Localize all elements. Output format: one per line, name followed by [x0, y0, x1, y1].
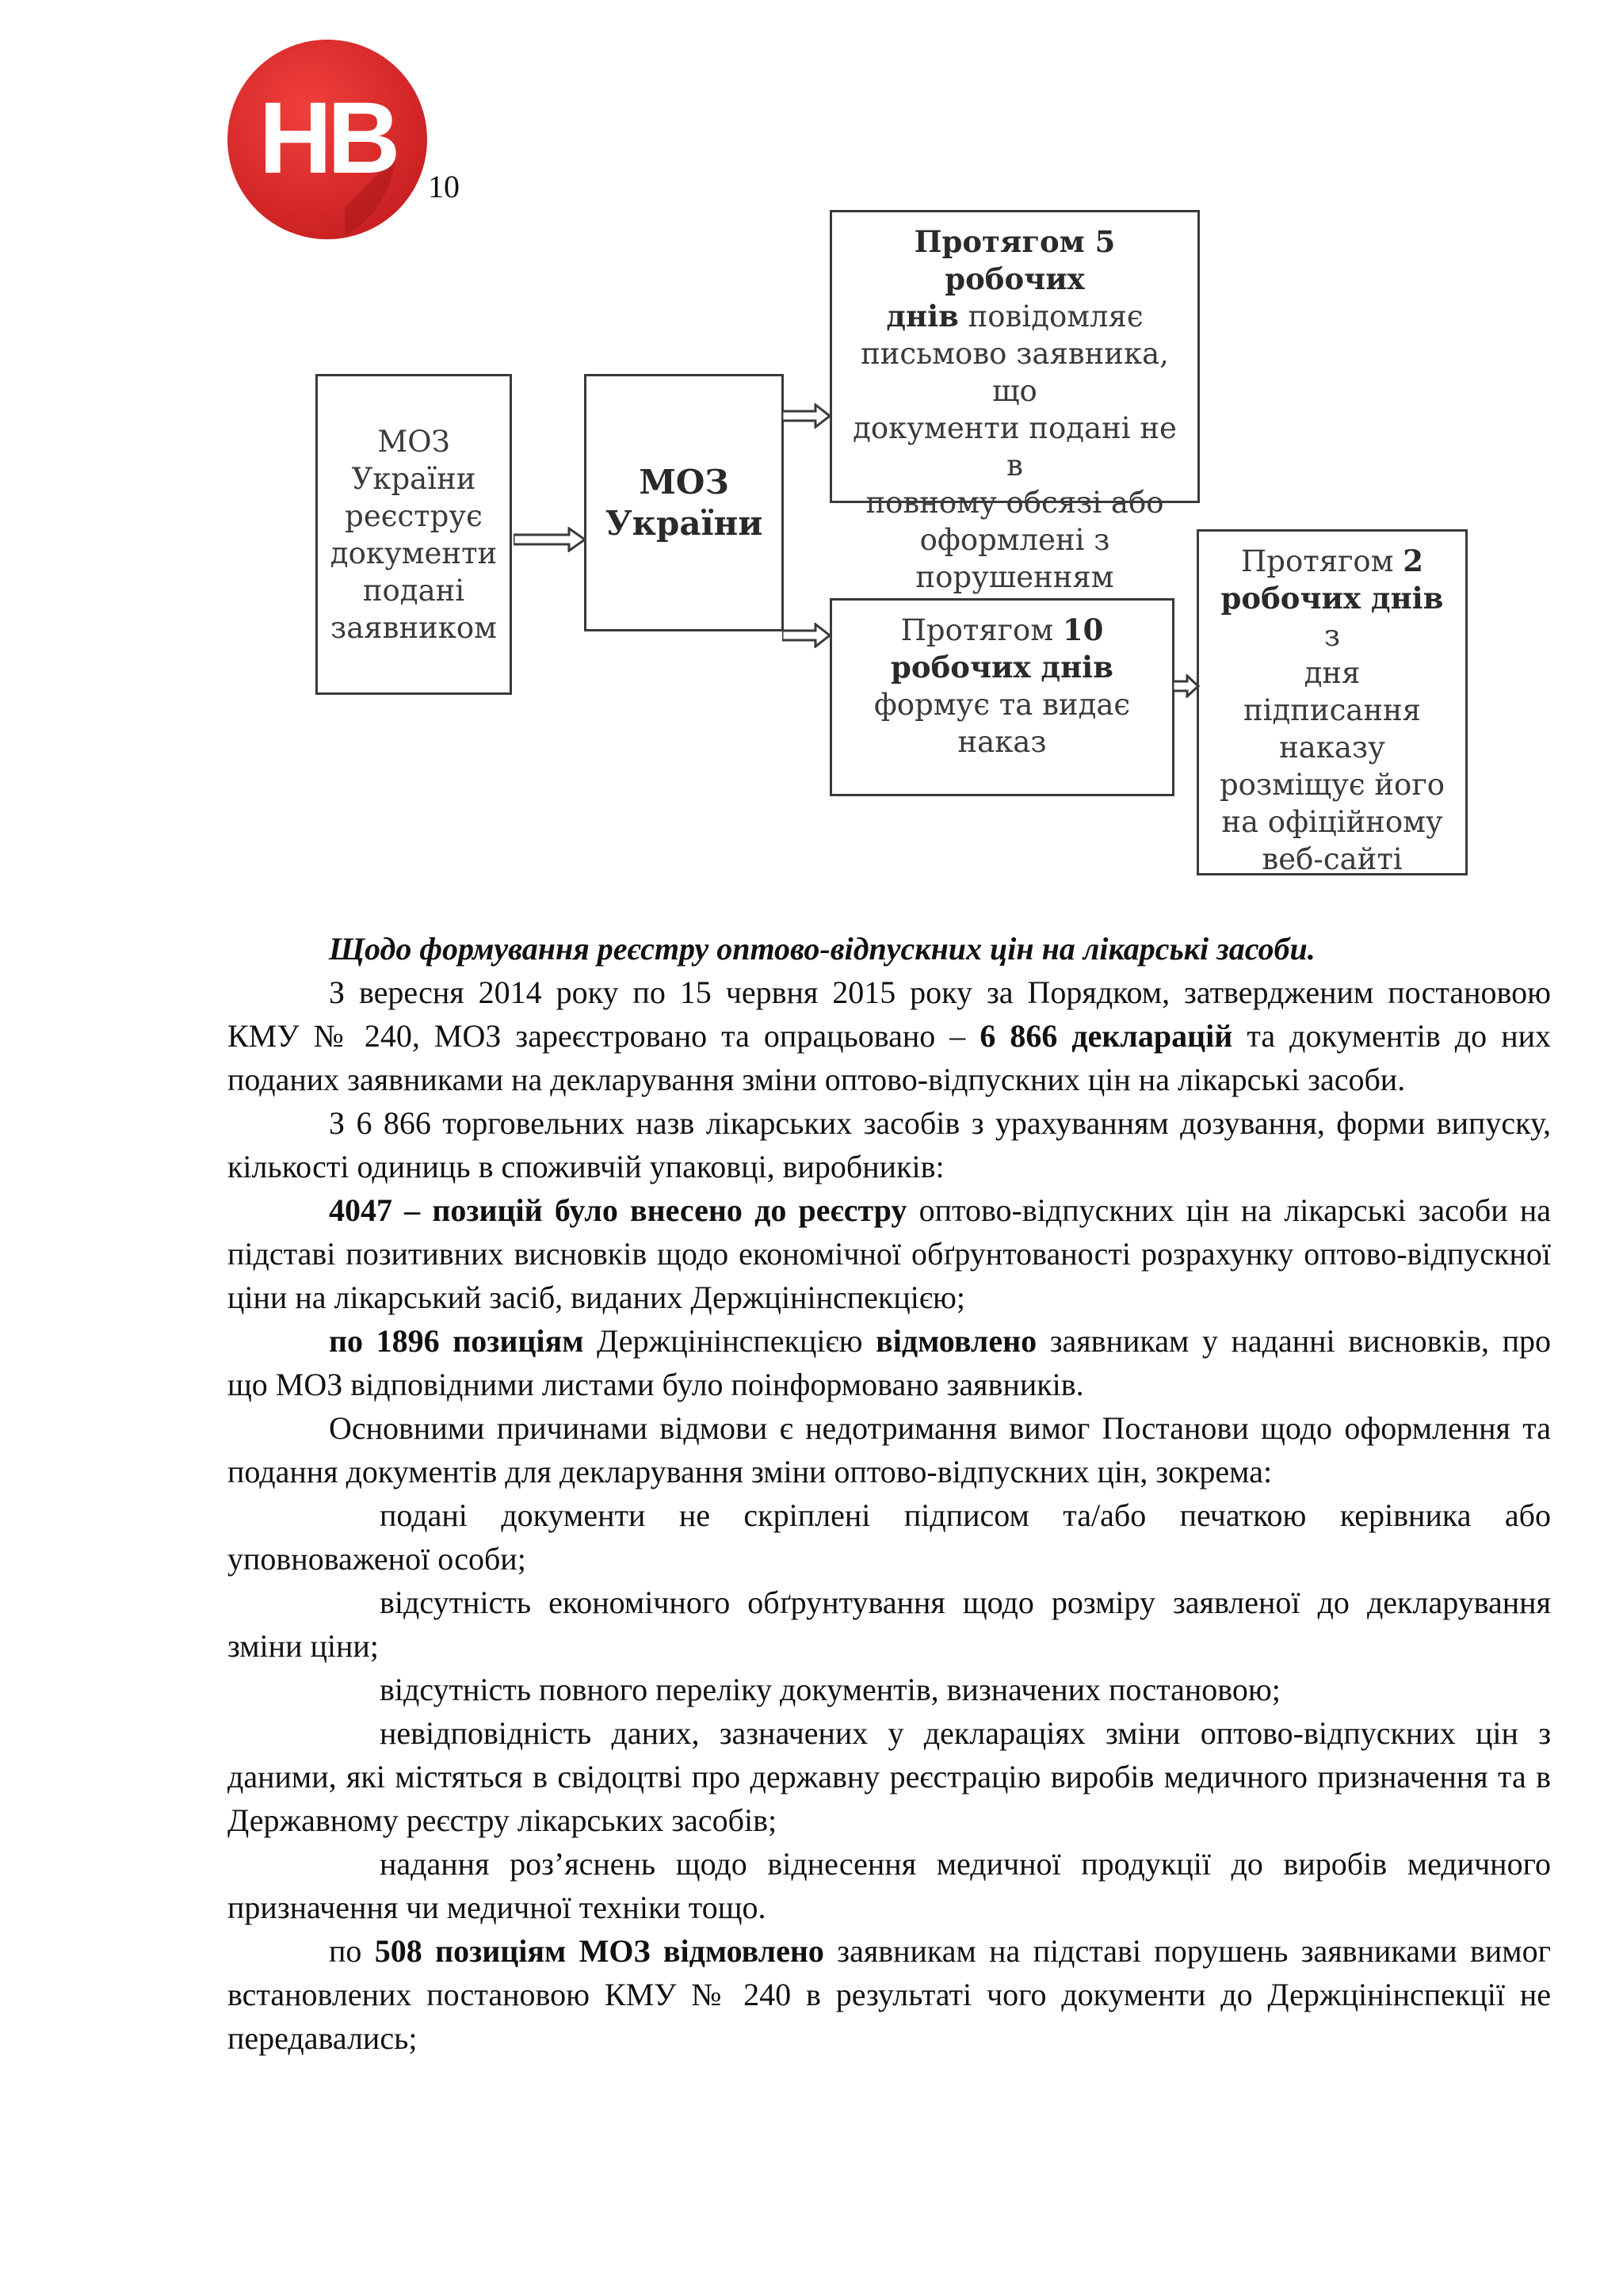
box-five-days: [830, 210, 1200, 594]
box-moz-text: МОЗ України: [605, 462, 763, 543]
five-days-bold: Протягом 5 робочих днів: [886, 224, 1116, 334]
two-days-num: 2: [1403, 543, 1423, 578]
five-days-rest: повідомляє письмово заявника, що документи подані не в повному обсязі або оформлені з порушенням: [853, 299, 1177, 594]
ten-days-pre: Протягом: [900, 613, 1063, 647]
list-item-5: надання роз’яснень щодо віднесення медичної продукції до виробів медичного призначення чи медичної техніки тощо.: [227, 1846, 1551, 1925]
arrow-to-moz: [514, 527, 586, 552]
box-two-days: [1197, 529, 1468, 875]
paragraph-1: [227, 971, 1551, 1101]
p4-b: Держцінінспекцією: [583, 1323, 876, 1359]
p6-b: 508 позиціям МОЗ відмовлено: [374, 1933, 824, 1969]
body-text: [227, 927, 1551, 2060]
p1-b: 6 866 декларацій: [980, 1018, 1233, 1054]
p4-a: по 1896 позиціям: [329, 1323, 584, 1359]
box-two-days-text: [1212, 543, 1453, 878]
ten-days-num: 10: [1062, 612, 1104, 647]
two-days-pre: Протягом: [1241, 544, 1403, 578]
p3-b: оптово-відпускних цін на лікарські засоби на підставі позитивних висновків щодо економічної обґрунтованості розрахунку оптово-відпускної ціни на лікарський засіб, виданих Держцінінспекцією;: [227, 1192, 1552, 1315]
box-ten-days: [830, 598, 1174, 796]
box-moz-registers: [315, 374, 512, 695]
p3-a: 4047 – позицій було внесено до реєстру: [329, 1192, 907, 1228]
p1-a: З вересня 2014 року по 15 червня 2015 року за Порядком, затвердженим постановою КМУ № 240, МОЗ зареєстровано та опрацьовано –: [227, 974, 1551, 1054]
ten-days-rest: формує та видає наказ: [873, 688, 1131, 759]
box-five-days-text: [845, 223, 1185, 596]
p6-c: заявникам на підставі порушень заявниками вимог встановлених постановою КМУ № 240 в результаті чого документи до Держцінінспекції не передавались;: [227, 1933, 1552, 2056]
list-item-1: подані документи не скріплені підписом та/або печаткою керівника або уповноваженої особи;: [227, 1497, 1551, 1577]
arrow-to-two-days: [1173, 674, 1200, 698]
list-item-4: невідповідність даних, зазначених у деклараціях зміни оптово-відпускних цін з даними, які містяться в свідоцтві про державну реєстрацію виробів медичного призначення та в Державному реєстру лікарських засобів;: [227, 1715, 1551, 1838]
p4-d: заявникам у наданні висновків, про що МОЗ відповідними листами було поінформовано заявників.: [227, 1323, 1551, 1402]
section-heading: Щодо формування реєстру оптово-відпускних цін на лікарські засоби.: [329, 931, 1316, 967]
paragraph-2: З 6 866 торговельних назв лікарських засобів з урахуванням дозування, форми випуску, кількості одиниць в споживчій упаковці, виробників:: [227, 1105, 1551, 1184]
two-days-rest: з дня підписання наказу розміщує його на офіційному веб-сайті: [1219, 619, 1445, 876]
list-item-2: відсутність економічного обґрунтування щодо розміру заявленої до декларування зміни ціни;: [227, 1585, 1551, 1664]
p4-c: відмовлено: [876, 1323, 1037, 1359]
p1-c: та документів до них поданих заявниками на декларування зміни оптово-відпускних цін на лікарські засоби.: [227, 1018, 1552, 1097]
page-number: 10: [428, 169, 460, 204]
two-days-days: робочих днів: [1220, 581, 1444, 616]
paragraph-4: [227, 1319, 1551, 1406]
box-moz-registers-text: МОЗ України реєструє документи подані заявником: [330, 424, 498, 645]
list-item-3: відсутність повного переліку документів, визначених постановою;: [380, 1672, 1281, 1707]
box-ten-days-text: [874, 612, 1130, 761]
paragraph-3: [227, 1188, 1551, 1319]
paragraph-5: Основними причинами відмови є недотримання вимог Постанови щодо оформлення та подання документів для декларування зміни оптово-відпускних цін, зокрема:: [227, 1410, 1551, 1489]
paragraph-6: [227, 1929, 1551, 2060]
ten-days-days: робочих днів: [891, 650, 1113, 685]
logo-text: НВ: [258, 82, 396, 195]
box-moz: [584, 374, 784, 631]
process-diagram: [0, 0, 1623, 887]
arrow-to-five-days: [782, 403, 831, 429]
arrow-to-ten-days: [782, 623, 831, 648]
p6-a: по: [329, 1933, 375, 1969]
